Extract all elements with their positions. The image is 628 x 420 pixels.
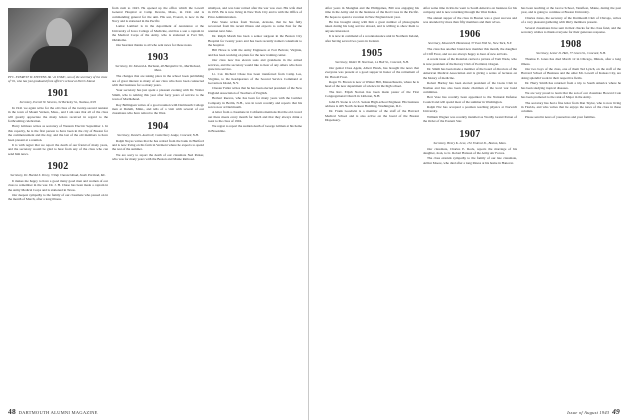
paragraph: Harry Gilmore writes as secretary of Western Electric September 1. In this capacity, he is the first person to have been in the city of Boston for the commencement and the day, and the last of the old members to have been present at a reunion.	[8, 124, 108, 142]
class-year-heading: 1908	[560, 39, 582, 51]
issue-date: Issue of August 1943	[567, 410, 610, 415]
class-secretary: Secretary, Dr. Edward A. Burbank, 48 Hampshire St., Marblehead, Mass.	[115, 64, 201, 73]
left-folio	[8, 407, 98, 416]
class-year-heading: 1905	[361, 47, 383, 59]
paragraph: Our class now has eleven sons and grandsons in the armed services, and the secretary would like to hear of any others who have gone into service.	[208, 58, 302, 71]
paragraph: Roy Bellingsen writes of a good reunion with Dartmouth College men at Duluth, Minn., and tells of a visit with several of our classmates who have retired to the West.	[112, 102, 204, 116]
paragraph: William Wagner was recently installed as Worthy Grand Patron of the Order of the Eastern Star.	[423, 114, 517, 124]
portrait-photo	[8, 8, 108, 72]
paragraph: Dr. Frank Goodwin is a member of the staff of the Harvard Medical School and is also active on the board of the Boston Dispensary.	[325, 109, 419, 123]
class-year-heading: 1904	[147, 120, 169, 132]
paragraph: It makes me happy to have a good many good men and women of our class to remember in the war. Dr. J. H. Chase has been made a captain in the Army Medical Corps and is stationed in Texas.	[8, 178, 108, 192]
paragraph: A letter from a classmate in California mentions that the old crowd out there meets every month for lunch and that they always drink a toast to the class of 1904.	[208, 110, 302, 123]
paragraph: Bert Vose has recently been appointed to the National Defense Council and will spend most of the summer in Washington.	[423, 95, 517, 104]
paragraph: The class extends sympathy to the family of our late classmate, Arthur Moore, who died after a long illness at his home in Hanover.	[423, 156, 517, 165]
paragraph: Several classmates have sent in their checks for the class fund, and the secretary wishes to thank everyone for their generous response.	[521, 25, 621, 34]
publication-title: DARTMOUTH ALUMNI MAGAZINE	[18, 410, 98, 415]
paragraph: Please send in news of yourselves and your families.	[525, 114, 596, 119]
class-secretary: Secretary, Lester D. Hall, 77 Green St., Concord, N.H.	[536, 51, 606, 56]
right-column-2	[423, 6, 517, 166]
paragraph: Our two boys of the class, one of them Ted Lynch, on the staff of the Harvard School of Business and the other Mr. Lowell of Kansas City, are doing splendid work in their respective fields.	[521, 67, 621, 80]
paragraph: Herbert Reeves, who has been for many years with the Lumber Company in Berlin, N.H., was in town recently and reports that his son is now at Dartmouth.	[208, 96, 302, 109]
right-column-3	[521, 6, 621, 120]
paragraph: We are sorry to report the death of our classmate Ned Parker, who was for many years with the Boston and Maine Railroad.	[112, 152, 204, 162]
paragraph: Our genial Class Agent, Albert Hawk, has brought the news that everyone was present at a good supper in honor of the retirement of Dr. Harold Frost.	[325, 65, 419, 79]
paragraph: The annual supper of the class in Boston was a great success and was attended by more than fifty members and their wives.	[423, 15, 517, 25]
paragraph: Robert Hartley has been elected president of the Lions Club in Nashua and has also been made chairman of the local war bond committee.	[423, 81, 517, 94]
photo-caption: PFC. EVERETT W. STEVENS JR. '41 USMC, son of the secretary of the class of '01, who has just graduated from officer's school at Parris Island.	[8, 75, 108, 83]
left-page	[0, 0, 309, 420]
page-number: 49	[612, 407, 620, 416]
paragraph: It is with regret that we report the death of our friend of many years, and the secretary would be glad to hear from any of the class who can send him news.	[8, 142, 108, 156]
paragraph: Roger W. Brown is now at Winter Hill, Massachusetts, where he is head of the new department of science in the high school.	[325, 80, 419, 89]
paragraph: We regret to report the sudden death of George Gilman at his home in Brookline.	[208, 124, 302, 133]
paragraph: In 1941 we again write for the old class of the twenty-second reunion in the town of Mount Vernon, Mass., and I am sure that all of the class will greatly appreciate the many letters received in regard to the forthcoming celebration.	[8, 106, 108, 124]
paragraph: The changes that are taking place in the school book publishing are of great interest to many of our class who have been connected with that business for so many years.	[112, 74, 204, 87]
paragraph: After years in Shanghai and the Philippines, Bill was engaging his time in the Army and in the business of the Red Cross in the Pacific. He hopes to spend a vacation in New England next year.	[325, 6, 419, 19]
class-secretary: Secretary, Dr. Harold S. Drury, 3 Ship Channel Road, South Portland, Me.	[10, 172, 106, 177]
paragraph: Pete Stone writes from Tucson, Arizona, that he has fully recovered from his recent illness and expects to come East for the reunion next June.	[208, 20, 302, 33]
class-year-heading: 1903	[147, 52, 169, 64]
paragraph: Dr. Ralph Marsh has been a senior surgeon in the Boston City Hospital for twenty years and has been recently named consultant to the hospital.	[208, 34, 302, 47]
paragraph: We are very proud to learn that the son of our classmate Howard Cole has been promoted to the rank of Major in the Army.	[521, 90, 621, 100]
paragraph: Our heartiest thanks to all who sent news for these notes.	[116, 42, 193, 47]
paragraph: John H. Stone is a U.S. Senate High-school Engineer. His business address is 405 North Jackson Building, Washington, D.C.	[325, 99, 419, 108]
class-secretary: Secretary, Walter H. Sherman, 14 Holt St., Concord, N.H.	[335, 59, 409, 64]
left-column-3	[208, 6, 302, 134]
right-page	[319, 0, 628, 420]
paragraph: Our deepest sympathy to the family of our classmate who passed on in the month of March, after a long illness.	[8, 193, 108, 202]
paragraph: A recent issue of the Rotarian carried a picture of Tom Wade, who is now president of the Rotary Club of Portland, Oregon.	[423, 57, 517, 66]
paragraph: After some time in Rio he went to South America on business for his company and is now returning through the West Indies.	[423, 6, 517, 15]
class-secretary: Secretary, Edward H. Hammond, 37 East 59th St., New York, N.Y.	[428, 41, 512, 46]
paragraph: Our classmate, Charles E. Rock, reports the marriage of his daughter, Joan, to Lt. Robert Hanson of the Army Air Forces.	[423, 146, 517, 155]
paragraph: Lt. Col. Richard Chase has been transferred from Camp Lee, Virginia, to the headquarters of the Second Service Command at Governors Island, N.Y.	[208, 72, 302, 85]
paragraph: Dr. Smith has been made a member of the board of directors of the American Medical Association and is giving a series of lectures on the history of medicine.	[423, 67, 517, 80]
paragraph: Bill Howe is with the Army Engineers at Fort Belvoir, Virginia, and has been working on plans for the new training center.	[208, 48, 302, 57]
paragraph: Chester Fuller writes that he has been elected president of the New England Association of Teachers of English.	[208, 86, 302, 95]
class-year-heading: 1906	[459, 29, 481, 41]
paragraph: The secretary has had a fine letter from Dan Taylor, who is now living in Florida, and who writes that he enjoys the news of the class in these columns.	[521, 100, 621, 114]
class-secretary: Secretary, Everett W. Stevens, 32 Berkeley St., Nashua, N.H.	[19, 100, 97, 104]
paragraph: The class has another brand new member this month, the daughter of Cliff Frost, and we are always happy to hear of new arrivals.	[423, 47, 517, 56]
class-secretary: Secretary, David S. Austin II, Canterbury Lodge, Concord, N.H.	[117, 132, 199, 137]
paragraph: has been teaching at the Grove School, Vansfleet, Maine, during the past year, and is going to continue at Boston University.	[521, 6, 621, 15]
paragraph: Your secretary has just spent a pleasant evening with Dr. Walter Smith, who is retiring this year after forty years of service to the town of Marblehead.	[112, 88, 204, 102]
page-number: 48	[8, 407, 16, 416]
right-column-1	[325, 6, 419, 124]
paragraph: It is now in command of a reconnaissance unit in Northern Ireland, after having served two years in Iceland.	[325, 34, 419, 43]
paragraph: Thomas E. Jones has died March 12 in Chicago, Illinois, after a long illness.	[521, 57, 621, 66]
paragraph: smallpox, and was later retired after the war was over. His wife died in 1933. He is now living in New York City and is with the Office of Price Administration.	[208, 6, 302, 19]
class-year-heading: 1902	[47, 160, 69, 172]
left-column-1	[8, 6, 108, 203]
paragraph: He has brought along with him a great number of photographs taken during his long service abroad, and is willing to show them to anyone interested.	[325, 20, 419, 33]
paragraph: Lamar Lambert is in the department of Assistance at the University of Iowa College of Medicine, and has a son a captain in the Medical Corps of the Army, who is stationed at Fort Sill, Oklahoma.	[112, 24, 204, 42]
paragraph: Dr. Harry Smith has returned from a trip to South America where he has been studying tropical diseases.	[521, 81, 621, 90]
paragraph: Charles Jones, the secretary of the Dartmouth Club of Chicago, writes of a very pleasant gathering with thirty members present.	[521, 15, 621, 25]
right-folio	[567, 407, 620, 416]
class-year-heading: 1901	[47, 88, 69, 99]
paragraph: Ralph Fitz has accepted a position teaching physics at Norwich University.	[423, 105, 517, 114]
left-column-2	[112, 6, 204, 162]
class-secretary: Secretary, Henry K. Leve, 152 Federal St., Boston, Mass.	[433, 140, 507, 145]
class-year-heading: 1907	[459, 128, 481, 140]
paragraph: The Rev. Elijah Norton has been made pastor of the First Congregational Church in Littleton, N.H.	[325, 89, 419, 99]
paragraph: from rush to 1943. He opened up the office which the Lowell General Hospital at Camp Devens, Mass., in 1941 and is commanding general for the unit. His son, Everett, is now in the Navy and is stationed in the Pacific.	[112, 6, 204, 24]
paragraph: Ralph Noyes writes that he has retired from the bank in Hartford and is now living on his farm in Vermont where he expects to spend the rest of the summer.	[112, 138, 204, 152]
